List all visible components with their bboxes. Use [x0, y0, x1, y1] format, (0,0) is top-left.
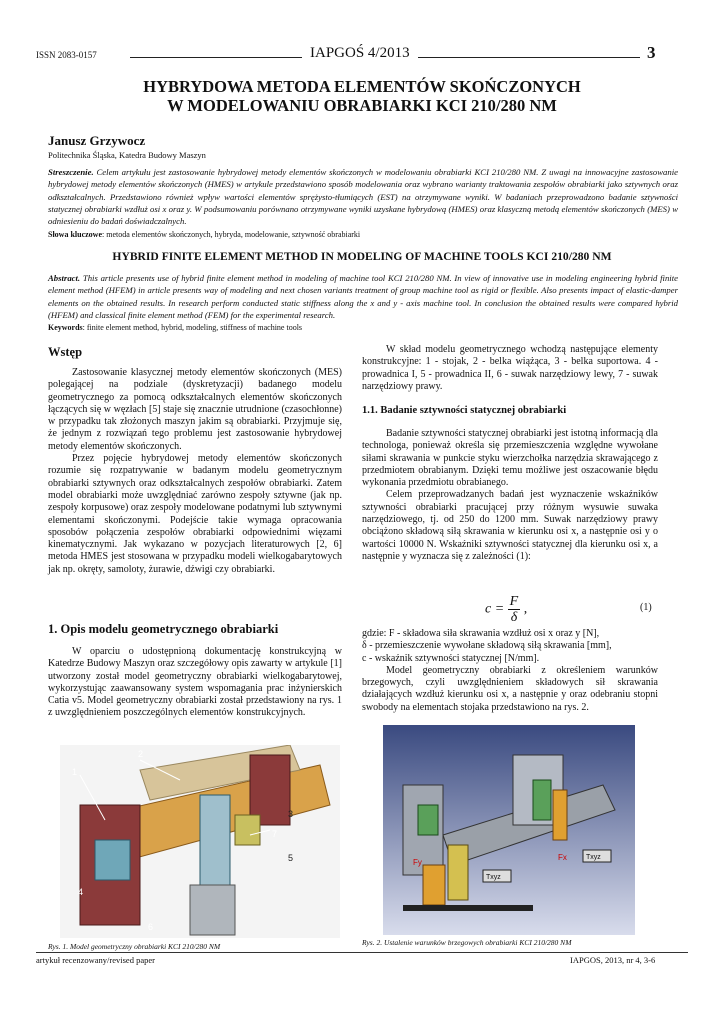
equation-numerator: F	[509, 594, 519, 609]
heading-wstep: Wstęp	[48, 345, 83, 359]
header-rule-left	[130, 57, 302, 58]
equation-denominator: δ	[510, 610, 518, 625]
abstract-pl-label: Streszczenie.	[48, 167, 94, 177]
gdzie-body	[362, 628, 658, 714]
base-block	[190, 885, 235, 935]
gdzie-paragraph-2: Model geometryczny obrabiarki z określeniem warunków brzegowych, czyli uwzględnieniem składowych sił skrawania działających wzdłuż kierunku osi x, a następnie y oraz odebraniu stopni swobody na elementach stojaka przedstawiono na rys. 2.	[362, 664, 658, 713]
keywords-pl	[48, 230, 678, 239]
figure-2-boundary-conditions	[383, 725, 635, 935]
page-number: 3	[647, 43, 656, 62]
right-intro	[362, 344, 658, 393]
header-rule-right	[418, 57, 640, 58]
fig2-label-fx: Fx	[558, 853, 567, 862]
opis-body	[48, 646, 342, 720]
equation-tail: ,	[520, 601, 528, 617]
keywords-pl-label: Słowa kluczowe	[48, 230, 102, 239]
fig2-label-txyz-2: Txyz	[586, 854, 601, 861]
abstract-pl-text: Celem artykułu jest zastosowanie hybrydowej metody elementów skończonych w modelowaniu obrabiarki KCI 210/280 NM. Z uwagi na innowacyjne zastosowanie hybrydowej metody elementów skończonych (HMES) w artykule przedstawiono sposób modelowania oraz wybrano warianty traktowania zespołów obrabiarki jako sztywnych oraz odkształcalnych. Przedstawiono również wpływ wartości elementów sprężysto-tłumiących (EST) na otrzymywane wyniki. W badaniach przeprowadzono badanie sztywności statycznej obrabiarki wzdłuż osi x oraz y. W podsumowaniu porównano otrzymywane wyniki uzyskane hybrydową (HMES) oraz klasyczną metodą elementów skończonych (MES) w odniesieniu do badań doświadczalnych.	[48, 167, 678, 227]
heading-badanie: 1.1. Badanie sztywności statycznej obrabiarki	[362, 405, 567, 416]
abstract-en-label: Abstract.	[48, 273, 81, 283]
gdzie-line-3: c - wskaźnik sztywności statycznej [N/mm].	[362, 652, 540, 664]
footer-right: IAPGOS, 2013, nr 4, 3-6	[570, 955, 656, 965]
fig2-label-txyz-1: Txyz	[486, 874, 501, 881]
gdzie-line-1: gdzie: F - składowa siła skrawania wzdłuż osi x oraz y [N],	[362, 628, 600, 639]
equation-1	[485, 594, 527, 625]
fig1-label-5: 5	[288, 853, 294, 863]
equation-lhs: c	[485, 601, 492, 617]
guide-green	[418, 805, 438, 835]
equation-eq: =	[491, 601, 508, 617]
right-intro-paragraph: W skład modelu geometrycznego wchodzą następujące elementy konstrukcyjne: 1 - stojak, 2 - belka wiążąca, 3 - belka suportowa. 4 - prowadnica I, 5 - prowadnica II, 6 - suwak narzędziowy lewy, 7 - suwak narzędziowy prawy.	[362, 344, 658, 392]
opis-paragraph-1: W oparciu o udostępnioną dokumentację konstrukcyjną w Katedrze Budowy Maszyn oraz szczegółowy opis zawarty w artykule [1] utworzony został model geometryczny obrabiarki wielkogabarytowej, wykorzystując zaawansowany system wspomagania prac inżynierskich Catia v5. Model geometryczny obrabiarki został przedstawiony na rys. 1 z uwzględnieniem poszczególnych elementów konstrukcyjnych.	[48, 646, 342, 719]
slide-orange	[423, 865, 445, 905]
title-line-1: HYBRYDOWA METODA ELEMENTÓW SKOŃCZONYCH	[143, 77, 581, 96]
keywords-pl-text: : metoda elementów skończonych, hybryda, modelowanie, sztywność obrabiarki	[102, 230, 361, 239]
gdzie-line-2: δ - przemieszczenie wywołane składową siłą skrawania [mm],	[362, 640, 612, 652]
abstract-pl	[48, 166, 678, 227]
fig1-label-2: 2	[138, 749, 144, 759]
journal-name: IAPGOŚ 4/2013	[310, 45, 410, 61]
fig1-label-4: 4	[78, 887, 84, 897]
fig2-label-fy: Fy	[413, 858, 422, 867]
footer-rule	[36, 952, 688, 953]
wstep-paragraph-1: Zastosowanie klasycznej metody elementów skończonych (MES) polegającej na podziale (dyskretyzacji) badanego modelu geometrycznego za pomocą odkształcalnych elementów skończonych łączących się w węzłach [5] staje się znacznie utrudnione (czasochłonne) w przypadku tak złożonych maszyn jakim są obrabiarki. Przyjmuje się, że jednym z rozwiązań tego problemu jest zastosowanie hybrydowej metody elementów skończonych.	[48, 367, 342, 452]
fig1-label-7: 7	[272, 829, 278, 839]
wstep-body	[48, 367, 342, 576]
author-name: Janusz Grzywocz	[48, 133, 146, 148]
abstract-en	[48, 272, 678, 321]
equation-number: (1)	[640, 602, 652, 613]
guide-right	[533, 780, 551, 820]
english-title: HYBRID FINITE ELEMENT METHOD IN MODELING OF MACHINE TOOLS KCI 210/280 NM	[112, 250, 612, 263]
figure-1-machine-model	[60, 745, 340, 938]
keywords-en-label: Keywords	[48, 323, 83, 332]
wstep-paragraph-2: Przez pojęcie hybrydowej metody elementów skończonych rozumie się rozpatrywanie w badanym modelu geometrycznym obrabiarki sztywnych oraz odkształcalnych zespołów obrabiarki. Zatem model obrabiarki może uwzględniać zarówno zespoły sztywne (jak np. zespoły korpusowe) oraz zespoły modelowane podatnymi lub sztywnymi elementami skończonymi. Podejście takie wymaga opracowania sposobów połączenia zespołów obrabiarki odpowiednimi więzami kinematycznymi. Jak wykazano w pozycjach literaturowych [2, 6] metoda HMES jest stosowana w przypadku modeli wielkogabarytowych jak np. okręty, samoloty, żurawie, dźwigi czy obrabiarki.	[48, 453, 342, 575]
figure-2-caption: Rys. 2. Ustalenie warunków brzegowych obrabiarki KCI 210/280 NM	[362, 938, 572, 947]
fig1-label-6: 6	[148, 922, 154, 932]
author-affiliation: Politechnika Śląska, Katedra Budowy Maszyn	[48, 150, 206, 160]
badanie-body	[362, 428, 658, 563]
issn: ISSN 2083-0157	[36, 50, 97, 60]
paper-title	[60, 77, 664, 115]
tool-slide	[200, 795, 230, 885]
slide-right	[553, 790, 567, 840]
badanie-paragraph-1: Badanie sztywności statycznej obrabiarki jest istotną informacją dla technologa, ponieważ określa się przemieszczenia względne wywołane siłami skrawania w punkcie styku wierzchołka narzędzia skrawającego z przedmiotem obrabianym. Dzięki temu możliwe jest oszacowanie błędu wykonania przedmiotu obrabianego.	[362, 428, 658, 489]
guide-left	[95, 840, 130, 880]
keywords-en	[48, 323, 678, 332]
figure-1-caption: Rys. 1. Model geometryczny obrabiarki KCI 210/280 NM	[48, 942, 221, 951]
keywords-en-text: : finite element method, hybrid, modeling, stiffness of machine tools	[82, 323, 303, 332]
heading-opis-modelu: 1. Opis modelu geometrycznego obrabiarki	[48, 622, 279, 636]
badanie-paragraph-2: Celem przeprowadzanych badań jest wyznaczenie wskaźników sztywności obrabiarki pracującej przy różnym wysuwie suwaka narzędziowego, tj. od 250 do 1200 mm. Suwak narzędziowy prawy obciążono składową siłą skrawania w kierunku osi x, a następnie osi y o wartości 10000 N. Wskaźniki sztywności statycznej dla kierunku osi x, a następnie y wyznacza się z zależności (1):	[362, 489, 658, 562]
fig1-label-1: 1	[72, 767, 78, 777]
abstract-en-text: This article presents use of hybrid finite element method in modeling of machine tool KCI 210/280 NM. In view of innovative use in modeling engineering hybrid finite element method (HFEM) in article presents way of modeling and next chosen variants treatment of group machine tool as rigid or flexible. Also presents impact of elastic-damper elements on the obtained results. In research perform conducted static stiffness along the x and y - axis machine tool. In conclusion the obtained results were compared hybrid (HFEM) and classical finite element method (FEM) for the experimental research.	[48, 273, 678, 320]
title-line-2: W MODELOWANIU OBRABIARKI KCI 210/280 NM	[167, 96, 557, 115]
scale-bar	[403, 905, 533, 911]
slide-block	[235, 815, 260, 845]
footer-left: artykuł recenzowany/revised paper	[36, 955, 155, 965]
slide-yellow	[448, 845, 468, 900]
fig1-label-3: 3	[288, 809, 294, 819]
